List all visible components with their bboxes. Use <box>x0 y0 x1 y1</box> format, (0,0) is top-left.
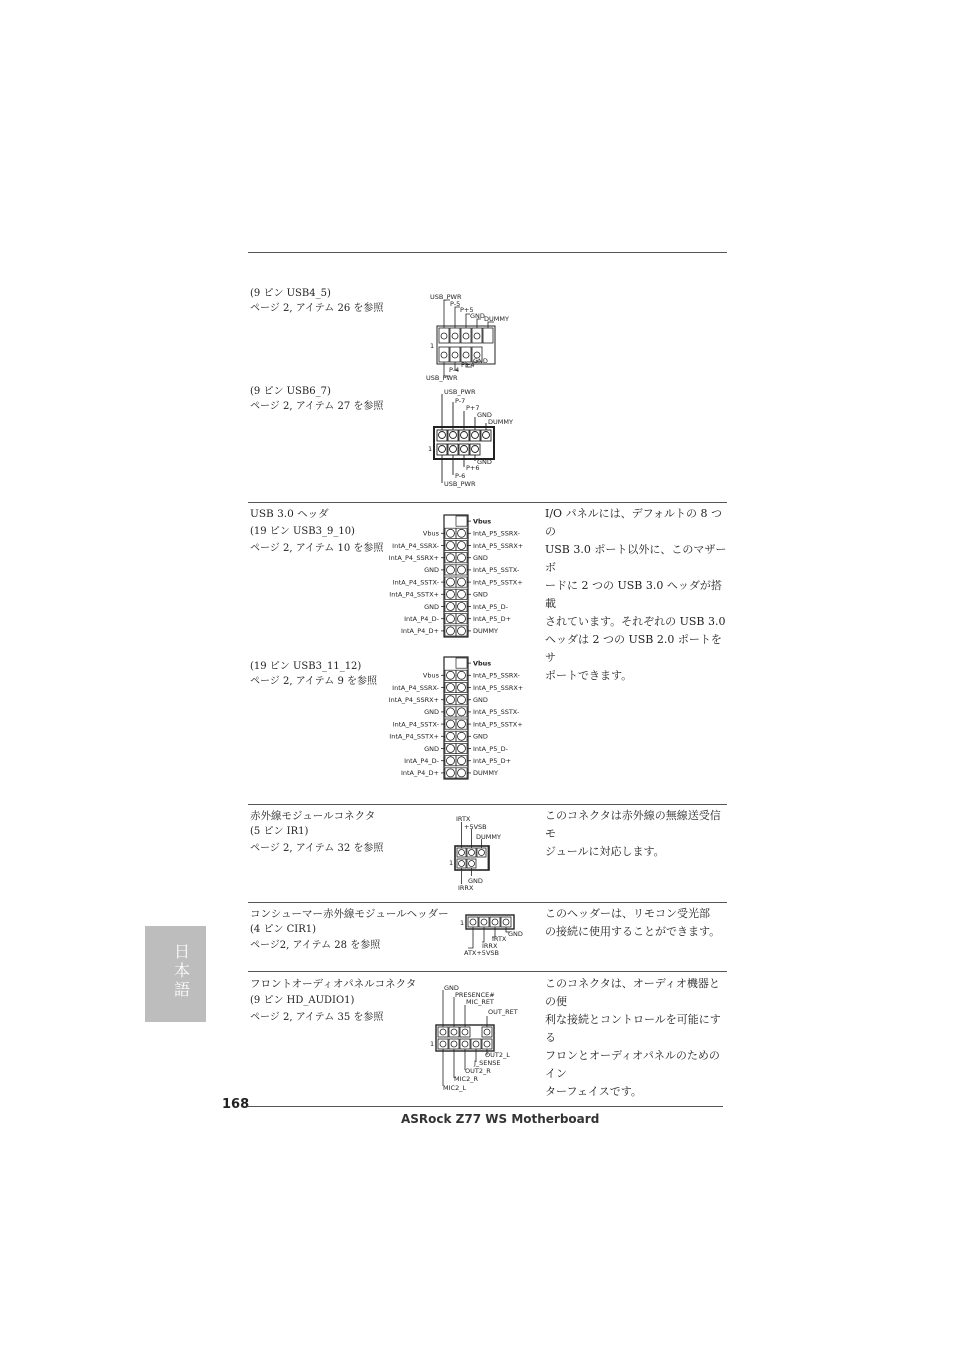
page-number: 168 <box>222 1097 250 1112</box>
usb3-right-pin-label: IntA_P5_SSRX+ <box>473 683 524 692</box>
audio-bottom-label-2: OUT2_R <box>465 1067 491 1075</box>
usb3-pin <box>458 671 466 679</box>
usb67-top-label-3: GND <box>477 411 492 419</box>
usb45-top-label-0: USB_PWR <box>430 293 462 301</box>
audio-top-label-1: PRESENCE# <box>455 991 495 999</box>
usb3-right-pin-label: IntA_P5_SSTX+ <box>473 720 523 729</box>
usb45-pin1: 1 <box>430 342 435 350</box>
audio-description <box>545 975 727 1101</box>
usb3-left-pin-label: IntA_P4_SSRX- <box>392 683 439 692</box>
usb3-pin <box>447 615 455 623</box>
usb3-pin <box>458 542 466 550</box>
usb3-left-pin-label: IntA_P4_D- <box>404 757 439 765</box>
usb3-desc-line: USB 3.0 ポート以外に、このマザーボ <box>545 543 727 574</box>
divider-ir <box>248 804 727 805</box>
usb3-right-pin-label: GND <box>473 732 488 741</box>
usb3-desc-line: されています。それぞれの USB 3.0 <box>545 615 726 628</box>
usb3-left-pin-label: IntA_P4_D- <box>404 615 439 623</box>
usb3-left-pin-label: IntA_P4_D+ <box>400 769 439 778</box>
usb3-right-pin-label: Vbus <box>473 517 492 526</box>
usb45-top-label-1: P-5 <box>450 300 461 308</box>
usb3-pin <box>447 529 455 537</box>
cir-label-0: GND <box>508 930 523 938</box>
audio-desc-line: フロンとオーディオパネルのためのイン <box>545 1049 720 1080</box>
usb3-right-pin-label: IntA_P5_SSRX- <box>473 671 520 680</box>
cir-pin1: 1 <box>460 919 465 927</box>
usb3-right-pin-label: IntA_P5_D- <box>473 744 508 753</box>
usb3-pin <box>458 745 466 753</box>
usb45-top-label-2: P+5 <box>460 306 474 314</box>
usb3-right-pin-label: IntA_P5_SSTX+ <box>473 578 523 587</box>
cir-ref: ページ2, アイテム 28 を参照 <box>250 940 381 951</box>
ir-desc-line: このコネクタは赤外線の無線送受信モ <box>545 809 721 840</box>
usb3-pin <box>447 554 455 562</box>
usb3-pin <box>447 769 455 777</box>
ir-desc-line: ジュールに対応します。 <box>545 845 665 858</box>
ir-top-label-0: IRTX <box>456 815 471 823</box>
usb67-top-label-4: DUMMY <box>488 418 513 426</box>
ir-bottom-label-1: IRRX <box>458 884 474 892</box>
usb67-title: (9 ピン USB6_7) <box>250 386 331 397</box>
usb67-pin1: 1 <box>428 445 433 453</box>
usb3-pin <box>458 708 466 716</box>
usb3-left-pin-label: GND <box>424 708 439 717</box>
usb3-left-pin-label: GND <box>424 744 439 753</box>
usb45-header-diagram <box>420 290 530 385</box>
usb3-right-pin-label: GND <box>473 554 488 562</box>
usb3-pin-cell <box>456 658 467 668</box>
usb3-pin <box>447 671 455 679</box>
cir-header-diagram <box>458 911 524 961</box>
cir-label-1: IRTX <box>492 935 507 943</box>
ir-ref: ページ 2, アイテム 32 を参照 <box>250 843 384 854</box>
usb3-left-pin-label: IntA_P4_D+ <box>400 627 439 636</box>
usb3-right-pin-label: IntA_P5_D+ <box>473 757 512 765</box>
ir-top-label-2: DUMMY <box>476 833 501 841</box>
usb3-pin <box>458 769 466 777</box>
usb67-bottom-label-1: P+6 <box>466 464 480 472</box>
usb3-right-pin-label: IntA_P5_D- <box>473 602 508 611</box>
usb3-pin <box>447 696 455 704</box>
usb3-pin <box>458 696 466 704</box>
divider-cir <box>248 902 727 903</box>
audio-top-label-0: GND <box>444 984 459 992</box>
audio-ref: ページ 2, アイテム 35 を参照 <box>250 1012 384 1023</box>
footer-rule <box>247 1106 723 1107</box>
ir-header-diagram <box>446 812 516 894</box>
usb3-pin <box>458 554 466 562</box>
usb3-right-pin-label: GND <box>473 590 488 599</box>
ir-description <box>545 807 727 861</box>
usb3-pin <box>447 745 455 753</box>
usb67-bottom-label-3: USB_PWR <box>444 480 476 488</box>
audio-title: フロントオーディオパネルコネクタ <box>250 978 417 990</box>
usb3-b-ref: ページ 2, アイテム 9 を参照 <box>250 676 378 687</box>
usb67-top-label-1: P-7 <box>455 397 466 405</box>
ir-top-label-1: +5VSB <box>464 823 487 831</box>
usb3-pin <box>458 529 466 537</box>
cir-title: コンシューマー赤外線モジュールヘッダー <box>250 908 449 920</box>
usb3-right-pin-label: IntA_P5_D+ <box>473 615 512 623</box>
usb3-right-pin-label: IntA_P5_SSRX+ <box>473 541 524 550</box>
usb3-right-pin-label: IntA_P5_SSTX- <box>473 708 520 717</box>
usb3-pin <box>447 627 455 635</box>
top-rule <box>248 252 727 253</box>
usb3-left-pin-label: IntA_P4_SSTX- <box>392 720 439 729</box>
usb3-pin <box>458 732 466 740</box>
audio-header-diagram <box>428 980 528 1095</box>
usb3-pin <box>447 603 455 611</box>
usb3-a-title: (19 ピン USB3_9_10) <box>250 526 355 537</box>
ir-pin1: 1 <box>449 859 454 867</box>
usb3-left-pin-label: Vbus <box>422 671 439 680</box>
usb3-pin <box>458 615 466 623</box>
usb3-left-pin-label: GND <box>424 566 439 575</box>
usb3-pin <box>447 566 455 574</box>
usb67-bottom-label-2: P-6 <box>455 472 466 480</box>
cir-pins: (4 ピン CIR1) <box>250 924 317 935</box>
divider-audio <box>248 971 727 972</box>
usb67-top-label-2: P+7 <box>466 404 480 412</box>
audio-bottom-label-4: MIC2_L <box>443 1084 467 1092</box>
audio-top-label-2: MIC_RET <box>466 998 494 1006</box>
audio-desc-line: ターフェイスです。 <box>545 1085 642 1098</box>
usb3-right-pin-label: DUMMY <box>473 627 498 636</box>
usb45-title: (9 ピン USB4_5) <box>250 288 331 299</box>
usb3-pin <box>447 578 455 586</box>
usb3-left-pin-label: IntA_P4_SSTX+ <box>389 590 439 599</box>
ir-pins: (5 ピン IR1) <box>250 826 309 837</box>
audio-desc-line: このコネクタは、オーディオ機器との便 <box>545 977 720 1008</box>
divider-usb3 <box>248 502 727 503</box>
usb3-desc-line: I/O パネルには、デフォルトの 8 つの <box>545 507 723 538</box>
usb3-right-pin-label: DUMMY <box>473 769 498 778</box>
footer-model: ASRock Z77 WS Motherboard <box>401 1112 600 1126</box>
usb3-right-pin-label: Vbus <box>473 659 492 668</box>
usb67-bottom-label-0: GND <box>477 458 492 466</box>
usb3-left-pin-label: IntA_P4_SSRX- <box>392 541 439 550</box>
audio-bottom-label-1: J_SENSE <box>474 1059 501 1067</box>
usb3-pin <box>447 542 455 550</box>
usb3-pin <box>458 627 466 635</box>
usb3-heading: USB 3.0 ヘッダ <box>250 508 329 520</box>
ir-title: 赤外線モジュールコネクタ <box>250 810 376 822</box>
usb3-pin <box>447 590 455 598</box>
usb3-left-pin-label: GND <box>424 602 439 611</box>
usb3-left-pin-label: IntA_P4_SSRX+ <box>388 554 439 562</box>
usb3-pin <box>447 708 455 716</box>
usb3-description <box>545 505 727 685</box>
usb3-pin <box>447 684 455 692</box>
usb45-top-label-4: DUMMY <box>484 315 509 323</box>
usb67-top-label-0: USB_PWR <box>444 388 476 396</box>
usb3-pin-cell <box>456 516 467 526</box>
usb3-pin <box>458 590 466 598</box>
usb3-pin <box>458 566 466 574</box>
usb3-pin <box>458 578 466 586</box>
usb3-left-pin-label: IntA_P4_SSTX+ <box>389 732 439 741</box>
usb3-desc-line: ヘッダは 2 つの USB 2.0 ポートをサ <box>545 633 722 664</box>
audio-pins: (9 ピン HD_AUDIO1) <box>250 995 355 1006</box>
language-tab-label: 日本語 <box>173 942 190 999</box>
usb3-b-title: (19 ピン USB3_11_12) <box>250 661 362 672</box>
audio-bottom-label-3: MIC2_R <box>454 1075 478 1083</box>
usb45-bottom-label-1: P+4 <box>461 361 475 369</box>
audio-pin1: 1 <box>430 1040 435 1048</box>
audio-desc-line: 利な接続とコントロールを可能にする <box>545 1013 721 1044</box>
usb45-ref: ページ 2, アイテム 26 を参照 <box>250 303 384 314</box>
usb3-pin <box>447 732 455 740</box>
usb67-header-diagram <box>426 385 526 490</box>
usb3-pin <box>458 757 466 765</box>
cir-desc-line: の接続に使用することができます。 <box>545 925 721 938</box>
usb3-right-pin-label: GND <box>473 696 488 704</box>
cir-label-3: ATX+5VSB <box>464 949 499 957</box>
audio-top-label-3: OUT_RET <box>488 1008 518 1016</box>
usb3-pin <box>458 603 466 611</box>
cir-desc-line: このヘッダーは、リモコン受光部 <box>545 907 710 920</box>
usb3-left-pin-label: IntA_P4_SSTX- <box>392 578 439 587</box>
usb3-b-header-diagram <box>370 655 545 783</box>
ir-bottom-label-0: GND <box>468 877 483 885</box>
usb3-desc-line: ードに 2 つの USB 3.0 ヘッダが搭載 <box>545 579 722 610</box>
cir-description <box>545 905 727 941</box>
usb3-right-pin-label: IntA_P5_SSTX- <box>473 566 520 575</box>
usb45-bottom-label-3: USB_PWR <box>426 374 458 382</box>
usb3-pin <box>458 720 466 728</box>
usb3-left-pin-label: IntA_P4_SSRX+ <box>388 696 439 704</box>
usb3-right-pin-label: IntA_P5_SSRX- <box>473 529 520 538</box>
usb67-ref: ページ 2, アイテム 27 を参照 <box>250 401 384 412</box>
audio-bottom-label-0: OUT2_L <box>485 1051 510 1059</box>
usb3-pin <box>447 757 455 765</box>
usb3-a-ref: ページ 2, アイテム 10 を参照 <box>250 543 384 554</box>
usb3-pin <box>458 684 466 692</box>
usb3-desc-line: ポートできます。 <box>545 669 633 682</box>
usb45-bottom-label-0: GND <box>473 357 488 365</box>
usb3-a-header-diagram <box>370 513 545 641</box>
usb3-pin <box>447 720 455 728</box>
usb3-left-pin-label: Vbus <box>422 529 439 538</box>
usb45-top-label-3: GND <box>470 312 485 320</box>
cir-label-2: IRRX <box>482 942 498 950</box>
usb45-bottom-label-2: P-4 <box>449 366 460 374</box>
